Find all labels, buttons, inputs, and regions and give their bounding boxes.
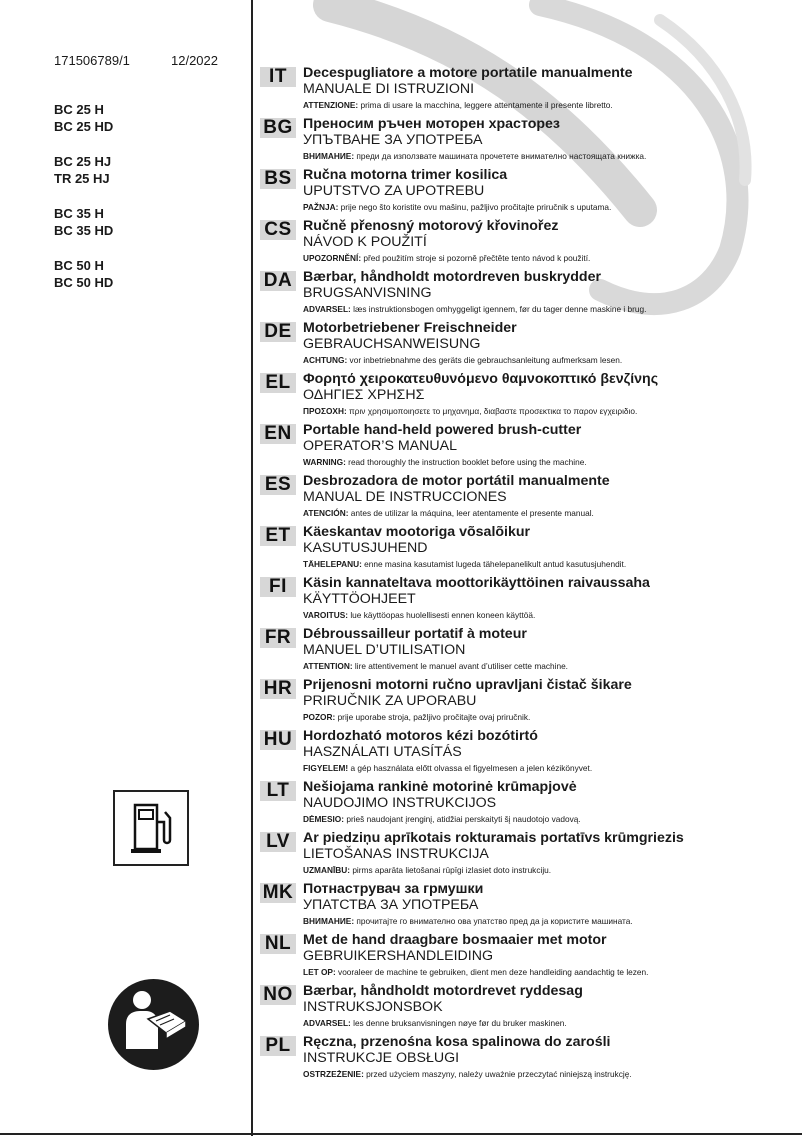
language-code: BG — [260, 118, 296, 138]
language-entry-hu — [260, 728, 800, 779]
warning-label: ВНИМАНИЕ: — [303, 151, 355, 161]
warning-label: UPOZORNĚNÍ: — [303, 253, 362, 263]
warning-body: prije uporabe stroja, pažljivo pročitajte ovaj priručnik. — [335, 712, 531, 722]
warning-text — [303, 457, 587, 468]
language-code: NO — [260, 985, 296, 1005]
warning-label: ВНИМАНИЕ: — [303, 916, 355, 926]
warning-text — [303, 814, 581, 825]
warning-text — [303, 916, 633, 927]
read-manual-icon — [108, 979, 199, 1070]
language-code: EN — [260, 424, 296, 444]
language-code: DA — [260, 271, 296, 291]
vertical-divider — [251, 0, 253, 1136]
model-name: TR 25 HJ — [54, 171, 110, 186]
language-entry-pl — [260, 1034, 800, 1085]
manual-subtitle: ΟΔΗΓΙΕΣ ΧΡΗΣΗΣ — [303, 387, 425, 403]
warning-text — [303, 304, 646, 315]
model-group — [54, 257, 113, 291]
warning-text — [303, 661, 568, 672]
language-entry-et — [260, 524, 800, 575]
manual-title: Ar piedziņu aprīkotais rokturamais portatīvs krūmgriezis — [303, 830, 684, 846]
warning-body: lue käyttöopas huolellisesti ennen koneen käyttöä. — [348, 610, 536, 620]
doc-date: 12/2022 — [171, 53, 218, 68]
language-code: NL — [260, 934, 296, 954]
language-code: FI — [260, 577, 296, 597]
manual-subtitle: INSTRUKSJONSBOK — [303, 999, 443, 1015]
warning-label: OSTRZEŻENIE: — [303, 1069, 364, 1079]
warning-label: WARNING: — [303, 457, 346, 467]
model-name: BC 25 HD — [54, 119, 114, 134]
model-group — [54, 205, 113, 239]
manual-subtitle: MANUALE DI ISTRUZIONI — [303, 81, 475, 97]
language-code: EL — [260, 373, 296, 393]
warning-body: преди да използвате машината прочетете внимателно настоящата книжка. — [354, 151, 647, 161]
warning-text — [303, 559, 626, 570]
warning-body: прочитајте го внимателно ова упатство пред да ја користите машината. — [354, 916, 633, 926]
manual-subtitle: MANUEL D’UTILISATION — [303, 642, 466, 658]
warning-body: prije nego što koristite ovu mašinu, pažljivo pročitajte priručnik s uputama. — [338, 202, 612, 212]
language-code: LV — [260, 832, 296, 852]
warning-body: pirms aparāta lietošanai rūpīgi izlasiet doto instrukciju. — [350, 865, 552, 875]
manual-title: Käeskantav mootoriga võsalõikur — [303, 524, 531, 540]
language-entry-bg — [260, 116, 800, 167]
language-code: LT — [260, 781, 296, 801]
warning-body: prima di usare la macchina, leggere attentamente il presente libretto. — [358, 100, 613, 110]
warning-label: ΠΡΟΣΟΧΗ: — [303, 406, 347, 416]
warning-label: ACHTUNG: — [303, 355, 348, 365]
language-entry-it — [260, 65, 800, 116]
manual-title: Prijenosni motorni ručno upravljani čistač šikare — [303, 677, 632, 693]
warning-body: πριν χρησιμοποιησετε το μηχανημα, διαβαστε προσεκτικα το παρον εγχειριδιο. — [346, 406, 638, 416]
manual-title: Hordozható motoros kézi bozótirtó — [303, 728, 538, 744]
warning-text — [303, 100, 613, 111]
manual-title: Bærbar, håndholdt motordrevet ryddesag — [303, 983, 583, 999]
manual-title: Nešiojama rankinė motorinė krūmapjovė — [303, 779, 577, 795]
warning-text — [303, 763, 592, 774]
language-entry-lv — [260, 830, 800, 881]
warning-label: VAROITUS: — [303, 610, 349, 620]
manual-title: Met de hand draagbare bosmaaier met motor — [303, 932, 607, 948]
bottom-rule — [0, 1133, 802, 1135]
language-entry-lt — [260, 779, 800, 830]
warning-body: vor inbetriebnahme des geräts die gebrauchsanleitung aufmerksam lesen. — [347, 355, 623, 365]
fuel-pump-icon — [113, 790, 189, 866]
warning-label: ATENCIÓN: — [303, 508, 349, 518]
manual-title: Потнаструвач за грмушки — [303, 881, 484, 897]
model-group — [54, 101, 113, 135]
warning-text — [303, 508, 594, 519]
language-code: BS — [260, 169, 296, 189]
model-name: BC 35 HD — [54, 223, 114, 238]
manual-title: Käsin kannateltava moottorikäyttöinen raivaussaha — [303, 575, 650, 591]
warning-body: enne masina kasutamist lugeda tähelepanelikult antud kasutusjuhendit. — [361, 559, 627, 569]
warning-text — [303, 967, 648, 978]
model-name: BC 50 H — [54, 258, 104, 273]
manual-subtitle: NÁVOD K POUŽITÍ — [303, 234, 427, 250]
warning-label: LET OP: — [303, 967, 336, 977]
warning-text — [303, 151, 646, 162]
manual-title: Ręczna, przenośna kosa spalinowa do zarośli — [303, 1034, 611, 1050]
manual-title: Desbrozadora de motor portátil manualmente — [303, 473, 610, 489]
language-entry-cs — [260, 218, 800, 269]
warning-body: przed użyciem maszyny, należy uważnie przeczytać niniejszą instrukcję. — [363, 1069, 632, 1079]
language-entry-da — [260, 269, 800, 320]
warning-label: POZOR: — [303, 712, 336, 722]
language-code: MK — [260, 883, 296, 903]
language-entry-fi — [260, 575, 800, 626]
warning-text — [303, 1018, 567, 1029]
language-code: HU — [260, 730, 296, 750]
manual-title: Portable hand-held powered brush-cutter — [303, 422, 582, 438]
warning-text — [303, 253, 590, 264]
warning-label: ATTENZIONE: — [303, 100, 359, 110]
language-code: IT — [260, 67, 296, 87]
manual-subtitle: УПЪТВАНЕ ЗА УПОТРЕБА — [303, 132, 483, 148]
manual-title: Débroussailleur portatif à moteur — [303, 626, 527, 642]
warning-label: ADVARSEL: — [303, 1018, 351, 1028]
warning-body: read thoroughly the instruction booklet before using the machine. — [345, 457, 587, 467]
language-code: CS — [260, 220, 296, 240]
manual-title: Ručna motorna trimer kosilica — [303, 167, 508, 183]
language-code: PL — [260, 1036, 296, 1056]
language-entry-en — [260, 422, 800, 473]
manual-subtitle: KASUTUSJUHEND — [303, 540, 428, 556]
doc-number: 171506789/1 — [54, 53, 130, 68]
model-name: BC 35 H — [54, 206, 104, 221]
warning-body: lire attentivement le manuel avant d’utiliser cette machine. — [352, 661, 568, 671]
manual-subtitle: LIETOŠANAS INSTRUKCIJA — [303, 846, 489, 862]
language-entry-es — [260, 473, 800, 524]
manual-title: Motorbetriebener Freischneider — [303, 320, 517, 336]
language-entry-mk — [260, 881, 800, 932]
warning-body: antes de utilizar la máquina, leer atentamente el presente manual. — [348, 508, 594, 518]
manual-subtitle: KÄYTTÖOHJEET — [303, 591, 416, 607]
warning-label: TÄHELEPANU: — [303, 559, 362, 569]
language-entry-nl — [260, 932, 800, 983]
warning-text — [303, 712, 530, 723]
manual-subtitle: NAUDOJIMO INSTRUKCIJOS — [303, 795, 497, 811]
warning-text — [303, 1069, 632, 1080]
manual-title: Decespugliatore a motore portatile manualmente — [303, 65, 633, 81]
warning-label: PAŽNJA: — [303, 202, 339, 212]
warning-text — [303, 610, 535, 621]
language-entry-el — [260, 371, 800, 422]
warning-text — [303, 202, 611, 213]
manual-subtitle: UPUTSTVO ZA UPOTREBU — [303, 183, 485, 199]
warning-body: prieš naudojant įrenginį, atidžiai perskaityti šį naudotojo vadovą. — [344, 814, 581, 824]
warning-body: před použitím stroje si pozorně přečtěte tento návod k použití. — [361, 253, 591, 263]
warning-body: a gép használata előtt olvassa el figyelmesen a jelen kézikönyvet. — [348, 763, 593, 773]
language-code: ES — [260, 475, 296, 495]
warning-label: ATTENTION: — [303, 661, 353, 671]
model-name: BC 50 HD — [54, 275, 114, 290]
warning-label: ADVARSEL: — [303, 304, 351, 314]
manual-title: Ručně přenosný motorový křovinořez — [303, 218, 559, 234]
warning-text — [303, 355, 622, 366]
model-group — [54, 153, 113, 187]
manual-subtitle: HASZNÁLATI UTASÍTÁS — [303, 744, 462, 760]
manual-subtitle: PRIRUČNIK ZA UPORABU — [303, 693, 477, 709]
manual-subtitle: BRUGSANVISNING — [303, 285, 432, 301]
manual-subtitle: GEBRUIKERSHANDLEIDING — [303, 948, 493, 964]
warning-label: UZMANĪBU: — [303, 865, 351, 875]
language-entry-fr — [260, 626, 800, 677]
warning-text — [303, 865, 551, 876]
language-code: FR — [260, 628, 296, 648]
model-name: BC 25 H — [54, 102, 104, 117]
manual-subtitle: УПАТСТВА ЗА УПОТРЕБА — [303, 897, 479, 913]
manual-subtitle: GEBRAUCHSANWEISUNG — [303, 336, 481, 352]
language-entry-hr — [260, 677, 800, 728]
language-entry-bs — [260, 167, 800, 218]
language-code: ET — [260, 526, 296, 546]
language-entry-no — [260, 983, 800, 1034]
manual-subtitle: MANUAL DE INSTRUCCIONES — [303, 489, 507, 505]
warning-label: DĖMESIO: — [303, 814, 345, 824]
warning-body: les denne bruksanvisningen nøye før du bruker maskinen. — [350, 1018, 567, 1028]
manual-title: Φορητό χειροκατευθυνόμενο θαμνοκοπτικό βενζίνης — [303, 371, 659, 387]
model-name: BC 25 HJ — [54, 154, 112, 169]
warning-text — [303, 406, 637, 417]
warning-body: vooraleer de machine te gebruiken, dient men deze handleiding aandachtig te lezen. — [335, 967, 649, 977]
manual-title: Bærbar, håndholdt motordreven buskrydder — [303, 269, 601, 285]
language-code: HR — [260, 679, 296, 699]
manual-subtitle: OPERATOR’S MANUAL — [303, 438, 457, 454]
warning-label: FIGYELEM! — [303, 763, 349, 773]
manual-subtitle: INSTRUKCJE OBSŁUGI — [303, 1050, 460, 1066]
warning-body: læs instruktionsbogen omhyggeligt igennem, før du tager denne maskine i brug. — [350, 304, 647, 314]
language-entry-de — [260, 320, 800, 371]
language-code: DE — [260, 322, 296, 342]
model-list — [54, 101, 113, 309]
manual-title: Преносим ръчен моторен храсторез — [303, 116, 560, 132]
